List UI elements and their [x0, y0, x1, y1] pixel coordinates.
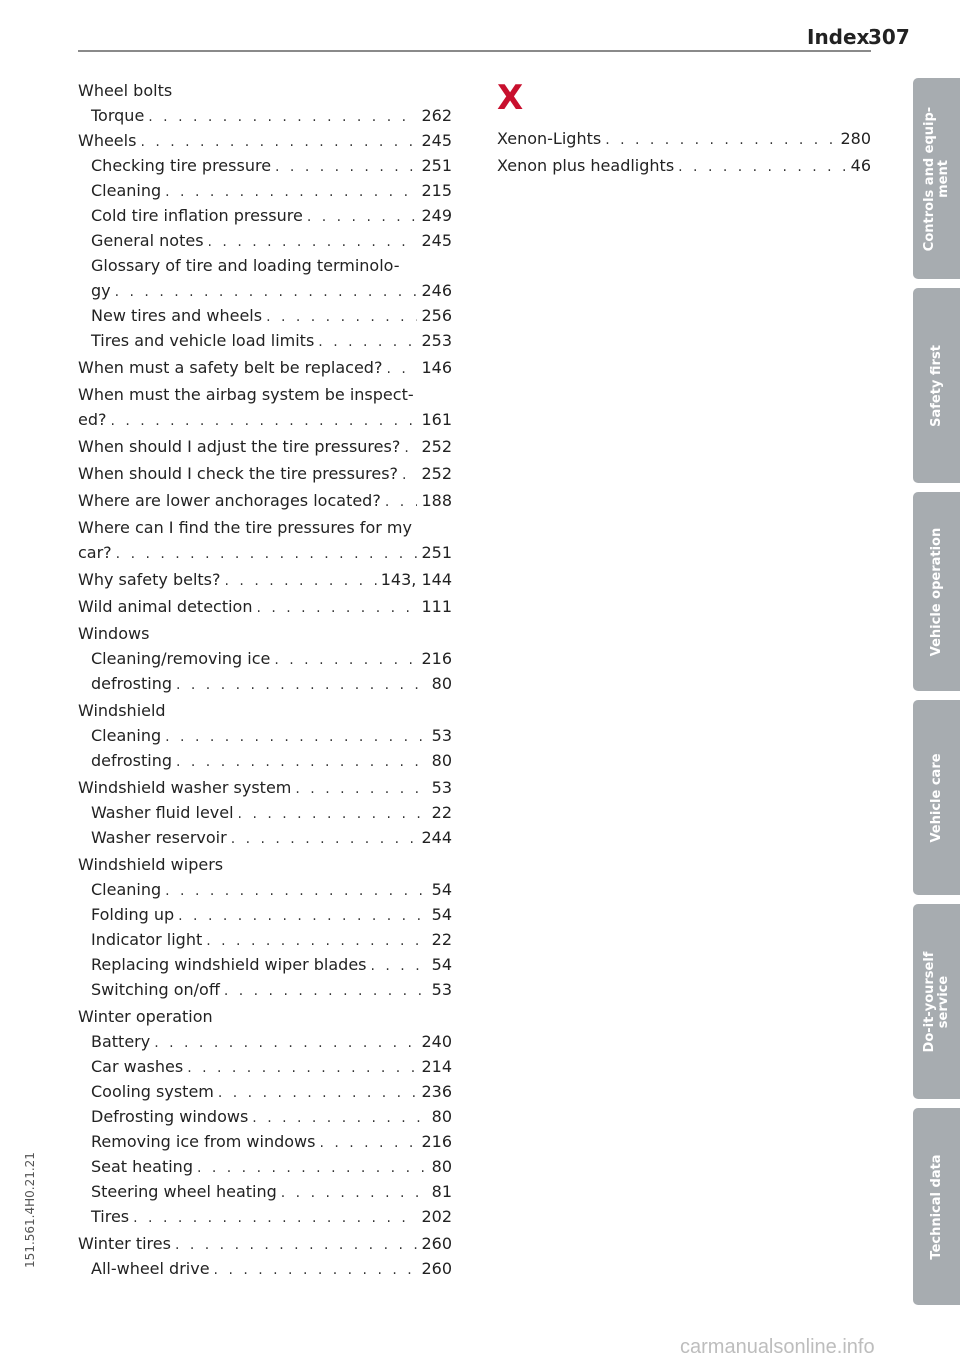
entry-label: Glossary of tire and loading terminolo- — [91, 256, 400, 275]
entry-page-ref[interactable]: 216 — [421, 1132, 452, 1151]
header-section-title: Index — [807, 25, 870, 49]
entry-label: ed? — [78, 410, 107, 429]
leader-dots — [206, 929, 427, 954]
index-subentry — [78, 671, 452, 696]
index-entry — [78, 488, 452, 513]
index-entries-x — [497, 126, 871, 178]
index-subentry — [78, 927, 452, 952]
chapter-tab[interactable] — [913, 904, 960, 1099]
index-subentry — [78, 825, 452, 850]
index-subentry — [78, 1079, 452, 1104]
leader-dots — [140, 130, 417, 155]
entry-label: Steering wheel heating — [91, 1182, 277, 1201]
index-entry — [78, 78, 452, 103]
entry-page-ref[interactable]: 251 — [421, 543, 452, 562]
index-subentry — [78, 103, 452, 128]
leader-dots — [115, 280, 418, 305]
entry-page-ref[interactable]: 252 — [421, 437, 452, 456]
entry-label: Cold tire inflation pressure — [91, 206, 303, 225]
entry-page-ref[interactable]: 253 — [421, 331, 452, 350]
leader-dots — [176, 673, 428, 698]
leader-dots — [281, 1181, 428, 1206]
page-number: 307 — [868, 25, 910, 49]
entry-label: Tires — [91, 1207, 130, 1226]
index-entry — [78, 540, 452, 565]
entry-page-ref[interactable]: 236 — [421, 1082, 452, 1101]
entry-label: Switching on/off — [91, 980, 220, 999]
chapter-tab[interactable] — [913, 700, 960, 895]
entry-label: Xenon plus headlights — [497, 156, 675, 175]
leader-dots — [385, 490, 418, 515]
index-subentry — [78, 178, 452, 203]
entry-label: Wheel bolts — [78, 81, 173, 100]
leader-dots — [176, 750, 428, 775]
index-subentry — [78, 328, 452, 353]
index-entry — [78, 567, 452, 592]
index-subentry — [78, 952, 452, 977]
index-subentry — [78, 1054, 452, 1079]
index-column-left — [78, 78, 452, 1281]
leader-dots — [295, 777, 427, 802]
leader-dots — [231, 827, 418, 852]
index-entry — [78, 698, 452, 723]
entry-page-ref[interactable]: 216 — [421, 649, 452, 668]
leader-dots — [133, 1206, 417, 1231]
entry-page-ref[interactable]: 22 — [431, 930, 452, 949]
leader-dots — [318, 330, 417, 355]
entry-label: Windows — [78, 624, 150, 643]
entry-label: Winter operation — [78, 1007, 213, 1026]
index-subentry — [78, 723, 452, 748]
entry-label: New tires and wheels — [91, 306, 263, 325]
leader-dots — [605, 128, 836, 153]
entry-page-ref[interactable]: 214 — [421, 1057, 452, 1076]
entry-page-ref[interactable]: 252 — [421, 464, 452, 483]
leader-dots — [165, 725, 427, 750]
index-subentry — [78, 1256, 452, 1281]
leader-dots — [116, 542, 418, 567]
entry-label: Torque — [91, 106, 145, 125]
chapter-tab-label: Controls and equip- ment — [921, 106, 951, 251]
entry-label: Cleaning — [91, 726, 162, 745]
index-entry — [78, 434, 452, 459]
entry-page-ref[interactable]: 81 — [431, 1182, 452, 1201]
leader-dots — [178, 904, 427, 929]
leader-dots — [404, 436, 417, 461]
chapter-tab[interactable] — [913, 492, 960, 691]
entry-label: Replacing windshield wiper blades — [91, 955, 367, 974]
entry-label: Where are lower anchorages located? — [78, 491, 381, 510]
leader-dots — [238, 802, 428, 827]
entry-page-ref[interactable]: 188 — [421, 491, 452, 510]
entry-label: Winter tires — [78, 1234, 171, 1253]
index-subentry — [78, 977, 452, 1002]
entry-label: Wild animal detection — [78, 597, 253, 616]
leader-dots — [386, 357, 417, 382]
index-subentry — [78, 1104, 452, 1129]
entry-label: Washer fluid level — [91, 803, 234, 822]
entry-label: When must the airbag system be inspect- — [78, 385, 414, 404]
index-subentry — [78, 253, 452, 278]
index-entry — [78, 128, 452, 153]
leader-dots — [275, 155, 417, 180]
index-entry — [78, 407, 452, 432]
leader-dots — [148, 105, 417, 130]
leader-dots — [274, 648, 417, 673]
index-entry — [78, 515, 452, 540]
entry-label: Windshield — [78, 701, 166, 720]
entry-label: All-wheel drive — [91, 1259, 210, 1278]
index-entry — [497, 153, 871, 178]
leader-dots — [165, 180, 417, 205]
entry-page-ref[interactable]: 161 — [421, 410, 452, 429]
entry-label: Defrosting windows — [91, 1107, 249, 1126]
entry-label: Cleaning — [91, 181, 162, 200]
entry-label: General notes — [91, 231, 204, 250]
entry-label: Folding up — [91, 905, 175, 924]
entry-label: Car washes — [91, 1057, 184, 1076]
entry-label: Why safety belts? — [78, 570, 221, 589]
index-column-right — [497, 78, 871, 178]
watermark: carmanualsonline.info — [680, 1336, 875, 1358]
entry-page-ref[interactable]: 246 — [421, 281, 452, 300]
entry-label: When should I adjust the tire pressures? — [78, 437, 401, 456]
entry-label: Xenon-Lights — [497, 129, 602, 148]
entry-page-ref[interactable]: 54 — [431, 955, 452, 974]
entry-label: Cleaning — [91, 880, 162, 899]
entry-page-ref[interactable]: 249 — [421, 206, 452, 225]
header-rule — [78, 50, 871, 52]
entry-page-ref[interactable]: 251 — [421, 156, 452, 175]
index-entry — [78, 852, 452, 877]
leader-dots — [214, 1258, 418, 1283]
chapter-tab[interactable] — [913, 78, 960, 279]
leader-dots — [678, 155, 846, 180]
entry-page-ref[interactable]: 202 — [421, 1207, 452, 1226]
leader-dots — [208, 230, 418, 255]
entry-page-ref[interactable]: 54 — [431, 905, 452, 924]
entry-label: Windshield wipers — [78, 855, 224, 874]
leader-dots — [266, 305, 417, 330]
index-subentry — [78, 1204, 452, 1229]
index-entry — [78, 1231, 452, 1256]
chapter-tab-label: Technical data — [928, 1153, 944, 1260]
entry-page-ref[interactable]: 54 — [431, 880, 452, 899]
index-subentry — [78, 1029, 452, 1054]
chapter-tab-label: Vehicle care — [928, 752, 944, 843]
index-subentry — [78, 1154, 452, 1179]
index-subentry — [78, 646, 452, 671]
index-subentry — [78, 228, 452, 253]
entry-page-ref[interactable]: 80 — [431, 751, 452, 770]
leader-dots — [224, 979, 428, 1004]
entry-page-ref[interactable]: 53 — [431, 778, 452, 797]
entry-page-ref[interactable]: 80 — [431, 674, 452, 693]
entry-page-ref[interactable]: 111 — [421, 597, 452, 616]
leader-dots — [256, 596, 417, 621]
index-subentry — [78, 203, 452, 228]
index-subentry — [78, 800, 452, 825]
index-entry — [78, 1004, 452, 1029]
entry-label: When should I check the tire pressures? — [78, 464, 399, 483]
entry-label: When must a safety belt be replaced? — [78, 358, 383, 377]
document-code: 151.561.4H0.21.21 — [23, 1152, 37, 1268]
entry-label: Washer reservoir — [91, 828, 227, 847]
entry-label: Tires and vehicle load limits — [91, 331, 315, 350]
chapter-tab[interactable] — [913, 1108, 960, 1305]
entry-label: Removing ice from windows — [91, 1132, 316, 1151]
index-subentry — [78, 1129, 452, 1154]
entry-page-ref[interactable]: 53 — [431, 980, 452, 999]
entry-label: Windshield washer system — [78, 778, 292, 797]
index-subentry — [78, 748, 452, 773]
chapter-tab[interactable] — [913, 288, 960, 483]
entry-page-ref[interactable]: 260 — [421, 1234, 452, 1253]
entry-label: defrosting — [91, 751, 172, 770]
entry-label: gy — [91, 281, 111, 300]
index-entry — [78, 382, 452, 407]
index-entry — [78, 775, 452, 800]
leader-dots — [175, 1233, 417, 1258]
entry-page-ref[interactable]: 80 — [431, 1107, 452, 1126]
leader-dots — [218, 1081, 418, 1106]
entry-label: Cooling system — [91, 1082, 214, 1101]
entry-page-ref[interactable]: 240 — [421, 1032, 452, 1051]
leader-dots — [252, 1106, 427, 1131]
leader-dots — [307, 205, 418, 230]
index-entry — [78, 594, 452, 619]
entry-page-ref[interactable]: 80 — [431, 1157, 452, 1176]
entry-label: Indicator light — [91, 930, 203, 949]
entry-page-ref[interactable]: 260 — [421, 1259, 452, 1278]
index-entry — [78, 461, 452, 486]
chapter-tab-label: Safety first — [928, 344, 944, 427]
index-subentry — [78, 902, 452, 927]
leader-dots — [225, 569, 377, 594]
leader-dots — [111, 409, 418, 434]
chapter-tab-label: Vehicle operation — [928, 527, 944, 656]
entry-page-ref[interactable]: 22 — [431, 803, 452, 822]
index-entry — [497, 126, 871, 151]
entry-label: Seat heating — [91, 1157, 193, 1176]
index-subentry — [78, 877, 452, 902]
leader-dots — [197, 1156, 428, 1181]
leader-dots — [154, 1031, 417, 1056]
index-subentry — [78, 303, 452, 328]
entry-page-ref[interactable]: 53 — [431, 726, 452, 745]
entry-page-ref[interactable]: 262 — [421, 106, 452, 125]
entry-page-ref[interactable]: 244 — [421, 828, 452, 847]
entry-label: defrosting — [91, 674, 172, 693]
leader-dots — [371, 954, 428, 979]
entry-label: Checking tire pressure — [91, 156, 272, 175]
entry-label: Cleaning/removing ice — [91, 649, 271, 668]
entry-label: Battery — [91, 1032, 151, 1051]
index-entry — [78, 621, 452, 646]
entry-page-ref[interactable]: 280 — [840, 129, 871, 148]
index-entry — [78, 355, 452, 380]
entry-page-ref[interactable]: 143, 144 — [380, 570, 452, 589]
leader-dots — [187, 1056, 417, 1081]
entry-page-ref[interactable]: 215 — [421, 181, 452, 200]
leader-dots — [319, 1131, 417, 1156]
entry-page-ref[interactable]: 46 — [850, 156, 871, 175]
entry-page-ref[interactable]: 146 — [421, 358, 452, 377]
entry-page-ref[interactable]: 245 — [421, 231, 452, 250]
chapter-tab-label: Do-it-yourself service — [921, 951, 951, 1052]
index-subentry — [78, 153, 452, 178]
index-subentry — [78, 278, 452, 303]
entry-label: Wheels — [78, 131, 137, 150]
entry-page-ref[interactable]: 245 — [421, 131, 452, 150]
section-letter: X — [497, 78, 524, 118]
leader-dots — [402, 463, 417, 488]
entry-label: Where can I find the tire pressures for my — [78, 518, 412, 537]
index-subentry — [78, 1179, 452, 1204]
leader-dots — [165, 879, 427, 904]
entry-label: car? — [78, 543, 112, 562]
entry-page-ref[interactable]: 256 — [421, 306, 452, 325]
